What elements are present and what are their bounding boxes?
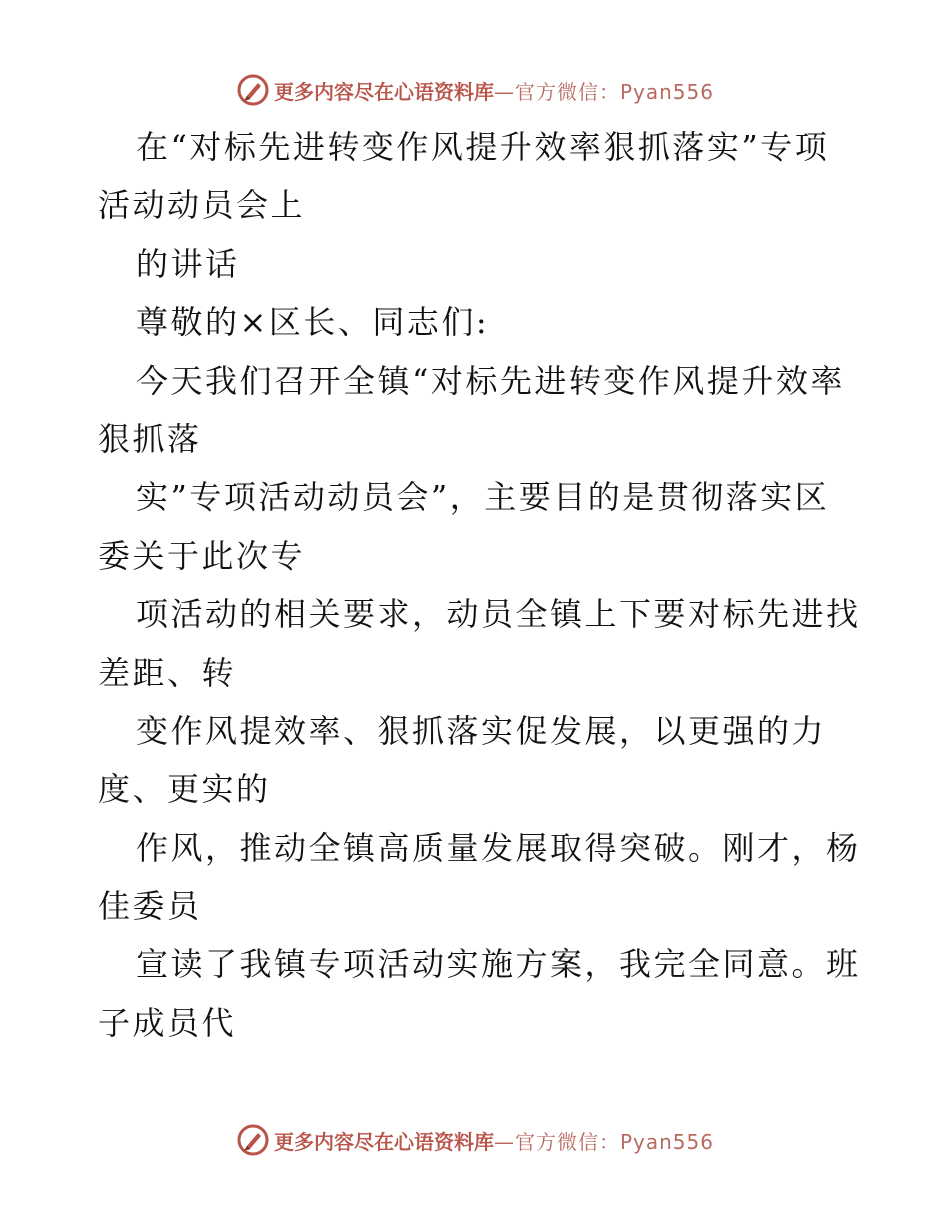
text-line: 委关于此次专 [98,536,306,575]
text-line: 作风，推动全镇高质量发展取得突破。刚才，杨 [136,828,861,867]
text-line: 今天我们召开全镇“对标先进转变作风提升效率 [136,361,845,400]
footer-watermark [0,1120,950,1160]
watermark-sub-text: —官方微信：Pyan556 [493,1129,714,1154]
text-line: 差距、转 [98,653,237,692]
text-line: 在“对标先进转变作风提升效率狠抓落实”专项 [136,128,830,166]
text-line: 的讲话 [136,244,240,283]
text-line: 实”专项活动动员会”，主要目的是贯彻落实区 [136,478,830,517]
text-line: 子成员代 [98,1003,237,1042]
text-line: 项活动的相关要求，动员全镇上下要对标先进找 [136,595,861,634]
text-line: 佳委员 [98,887,202,926]
header-watermark [0,70,950,110]
document-body [98,118,861,1052]
text-line: 宣读了我镇专项活动实施方案，我完全同意。班 [136,945,861,984]
watermark-main-text: 更多内容尽在心语资料库 [273,79,494,104]
watermark-sub-text: —官方微信：Pyan556 [493,79,714,104]
text-line: 变作风提效率、狠抓落实促发展，以更强的力 [136,711,827,750]
text-line: 尊敬的×区长、同志们: [136,303,490,342]
text-line: 活动动员会上 [98,186,306,225]
watermark-main-text: 更多内容尽在心语资料库 [273,1129,494,1154]
text-line: 度、更实的 [98,770,271,809]
text-line: 狠抓落 [98,419,202,458]
pen-logo-icon [236,73,270,107]
pen-logo-icon [236,1123,270,1157]
